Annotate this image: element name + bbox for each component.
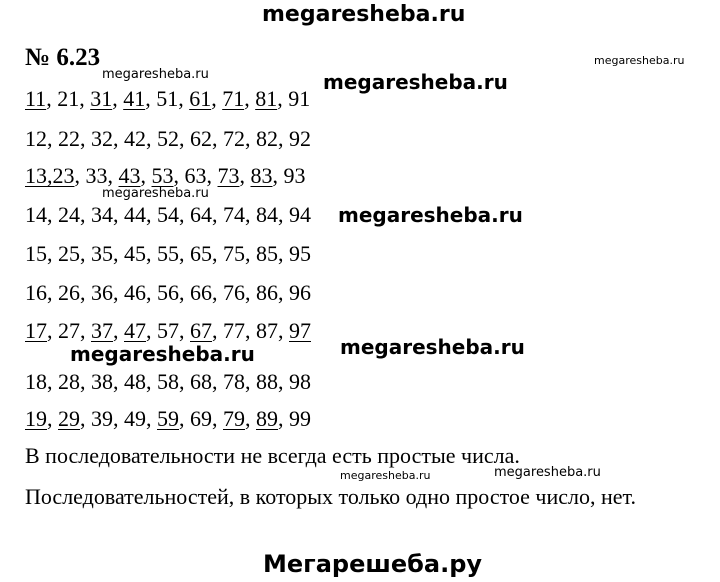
- number: 86: [256, 280, 278, 305]
- prime-number: 19: [25, 406, 47, 431]
- prime-number: 59: [157, 406, 179, 431]
- number: 55: [157, 241, 179, 266]
- prime-number: 67: [190, 318, 212, 343]
- number: 35: [91, 241, 113, 266]
- sequence-row: 11, 21, 31, 41, 51, 61, 71, 81, 91: [25, 86, 311, 111]
- watermark: megaresheba.ru: [102, 67, 209, 82]
- number: 66: [190, 280, 212, 305]
- number: 26: [58, 280, 80, 305]
- watermark: megaresheba.ru: [323, 70, 508, 94]
- number: 28: [58, 369, 80, 394]
- prime-number: 29: [58, 406, 80, 431]
- prime-number: 79: [223, 406, 245, 431]
- number: 69: [190, 406, 212, 431]
- number: 24: [58, 202, 80, 227]
- sequence-row: 16, 26, 36, 46, 56, 66, 76, 86, 96: [25, 280, 311, 305]
- number: 18: [25, 369, 47, 394]
- prime-number: 61: [189, 86, 212, 111]
- watermark: megaresheba.ru: [340, 469, 431, 482]
- number: 68: [190, 369, 212, 394]
- number: 65: [190, 241, 212, 266]
- number: 34: [91, 202, 113, 227]
- number: 25: [58, 241, 80, 266]
- number: 54: [157, 202, 179, 227]
- number: 33: [85, 163, 108, 188]
- number: 88: [256, 369, 278, 394]
- number: 92: [289, 126, 311, 151]
- number: 85: [256, 241, 278, 266]
- number: 56: [157, 280, 179, 305]
- prime-number: 97: [289, 318, 311, 343]
- prime-number: 89: [256, 406, 278, 431]
- sequence-row: 19, 29, 39, 49, 59, 69, 79, 89, 99: [25, 406, 311, 431]
- conclusion-line-1: В последовательности не всегда есть простые числа.: [25, 443, 520, 468]
- number: 98: [289, 369, 311, 394]
- number: 58: [157, 369, 179, 394]
- prime-number: 17: [25, 318, 47, 343]
- watermark: megaresheba.ru: [338, 203, 523, 227]
- prime-number: 31: [90, 86, 113, 111]
- number: 64: [190, 202, 212, 227]
- number: 32: [91, 126, 113, 151]
- number: 48: [124, 369, 146, 394]
- number: 63: [184, 163, 207, 188]
- watermark: megaresheba.ru: [594, 54, 685, 67]
- prime-number: 71: [222, 86, 245, 111]
- number: 95: [289, 241, 311, 266]
- number: 94: [289, 202, 311, 227]
- prime-number: 43: [118, 163, 141, 188]
- footer-site-name: Мегарешеба.ру: [263, 550, 483, 578]
- number: 38: [91, 369, 113, 394]
- sequence-row: 17, 27, 37, 47, 57, 67, 77, 87, 97: [25, 318, 311, 343]
- number: 62: [190, 126, 212, 151]
- number: 44: [124, 202, 146, 227]
- prime-number: 81: [255, 86, 278, 111]
- watermark: megaresheba.ru: [102, 186, 209, 201]
- number: 87: [256, 318, 278, 343]
- prime-number: 83: [250, 163, 273, 188]
- prime-number: 41: [123, 86, 146, 111]
- number: 76: [223, 280, 245, 305]
- prime-number: 53: [151, 163, 174, 188]
- number: 77: [223, 318, 245, 343]
- number: 21: [57, 86, 80, 111]
- sequence-row: 13,23, 33, 43, 53, 63, 73, 83, 93: [25, 163, 306, 188]
- number: 51: [156, 86, 179, 111]
- number: 45: [124, 241, 146, 266]
- number: 82: [256, 126, 278, 151]
- number: 15: [25, 241, 47, 266]
- number: 78: [223, 369, 245, 394]
- prime-number: 47: [124, 318, 146, 343]
- number: 75: [223, 241, 245, 266]
- sequence-row: 14, 24, 34, 44, 54, 64, 74, 84, 94: [25, 202, 311, 227]
- number: 36: [91, 280, 113, 305]
- number: 99: [289, 406, 311, 431]
- prime-number: 73: [217, 163, 240, 188]
- sequence-row: 15, 25, 35, 45, 55, 65, 75, 85, 95: [25, 241, 311, 266]
- sequence-row: 12, 22, 32, 42, 52, 62, 72, 82, 92: [25, 126, 311, 151]
- number: 22: [58, 126, 80, 151]
- number: 74: [223, 202, 245, 227]
- number: 12: [25, 126, 47, 151]
- prime-number: 37: [91, 318, 113, 343]
- watermark: megaresheba.ru: [340, 335, 525, 359]
- prime-number: 13,23: [25, 163, 75, 188]
- number: 14: [25, 202, 47, 227]
- prime-number: 11: [25, 86, 47, 111]
- watermark: megaresheba.ru: [494, 465, 601, 480]
- problem-number: № 6.23: [25, 44, 101, 71]
- number: 84: [256, 202, 278, 227]
- number: 39: [91, 406, 113, 431]
- number: 52: [157, 126, 179, 151]
- sequence-row: 18, 28, 38, 48, 58, 68, 78, 88, 98: [25, 369, 311, 394]
- number: 91: [288, 86, 311, 111]
- number: 42: [124, 126, 146, 151]
- header-site-name: megaresheba.ru: [262, 2, 466, 27]
- watermark: megaresheba.ru: [70, 342, 255, 366]
- number: 46: [124, 280, 146, 305]
- number: 49: [124, 406, 146, 431]
- number: 93: [283, 163, 306, 188]
- number: 27: [58, 318, 80, 343]
- conclusion-line-2: Последовательностей, в которых только одно простое число, нет.: [25, 484, 637, 509]
- number: 16: [25, 280, 47, 305]
- number: 96: [289, 280, 311, 305]
- number: 57: [157, 318, 179, 343]
- number: 72: [223, 126, 245, 151]
